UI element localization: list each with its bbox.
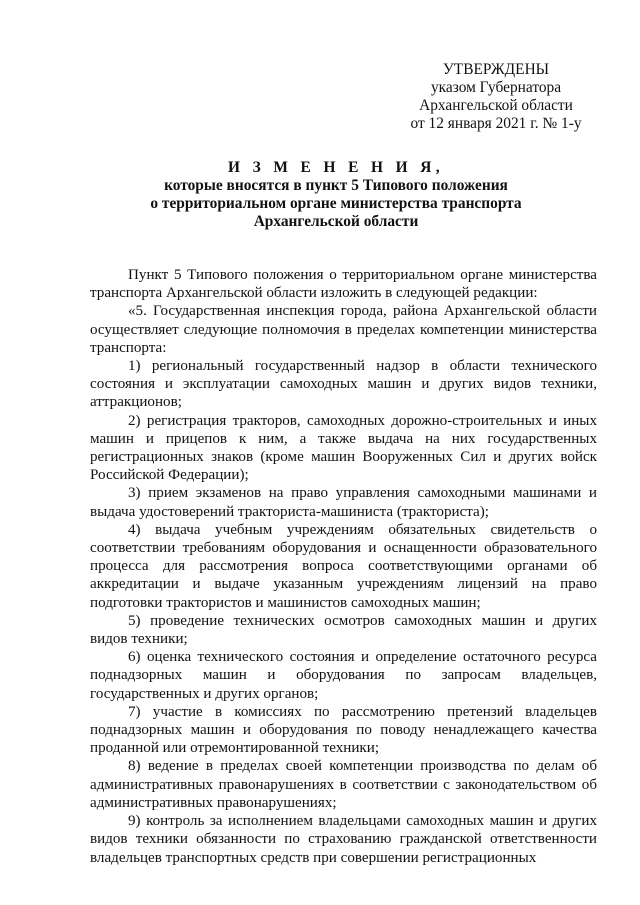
document-body	[90, 266, 597, 867]
title-heading: И З М Е Н Е Н И Я,	[227, 159, 444, 176]
title-line-1: которые вносятся в пункт 5 Типового положения	[164, 177, 508, 194]
document-title	[80, 159, 592, 231]
list-item-7: 7) участие в комиссиях по рассмотрению претензий владельцев поднадзорных машин и оборудования по поводу ненадлежащего качества проданной или отремонтированной техники;	[90, 703, 597, 757]
list-item-9: 9) контроль за исполнением владельцами самоходных машин и других видов техники обязанности по страхованию гражданской ответственности владельцев транспортных средств при совершении регистрационных	[90, 813, 597, 866]
approval-status: УТВЕРЖДЕНЫ	[442, 61, 550, 78]
list-item-2: 2) регистрация тракторов, самоходных дорожно-строительных и иных машин и прицепов к ним, а также выдача на них государственных регистрационных знаков (кроме машин Вооруженных Сил и других войск Российской Федерации);	[90, 412, 597, 484]
paragraph-clause-5: «5. Государственная инспекция города, района Архангельской области осуществляет следующие полномочия в пределах компетенции министерства транспорта:	[90, 303, 597, 356]
title-line-2: о территориальном органе министерства транспорта	[150, 195, 522, 212]
list-item-8: 8) ведение в пределах своей компетенции производства по делам об административных правонарушениях в соответствии с законодательством об административных правонарушениях;	[90, 758, 597, 811]
list-item-1: 1) региональный государственный надзор в области технического состояния и эксплуатации самоходных машин и других видов техники, аттракционов;	[90, 358, 597, 411]
list-item-3: 3) прием экзаменов на право управления самоходными машинами и выдача удостоверений тракториста-машиниста (тракториста);	[90, 485, 597, 520]
paragraph-intro: Пункт 5 Типового положения о территориальном органе министерства транспорта Архангельской области изложить в следующей редакции:	[90, 267, 597, 302]
list-item-5: 5) проведение технических осмотров самоходных машин и других видов техники;	[90, 612, 597, 648]
approval-date: от 12 января 2021 г. № 1-у	[410, 115, 582, 132]
list-item-6: 6) оценка технического состояния и определение остаточного ресурса поднадзорных машин и оборудования по запросам владельцев, государственных и других органов;	[90, 649, 597, 702]
approval-region: Архангельской области	[419, 97, 573, 114]
list-item-4: 4) выдача учебным учреждениям обязательных свидетельств о соответствии требованиям оборудования и оснащенности образовательного процесса для рассмотрения вопроса соответствующими органами об аккредитации и выдаче указанным учреждениям лицензий на право подготовки трактористов и машинистов самоходных машин;	[90, 521, 597, 611]
approval-authority: указом Губернатора	[430, 79, 562, 96]
title-line-3: Архангельской области	[253, 213, 419, 230]
approval-block	[384, 61, 608, 133]
